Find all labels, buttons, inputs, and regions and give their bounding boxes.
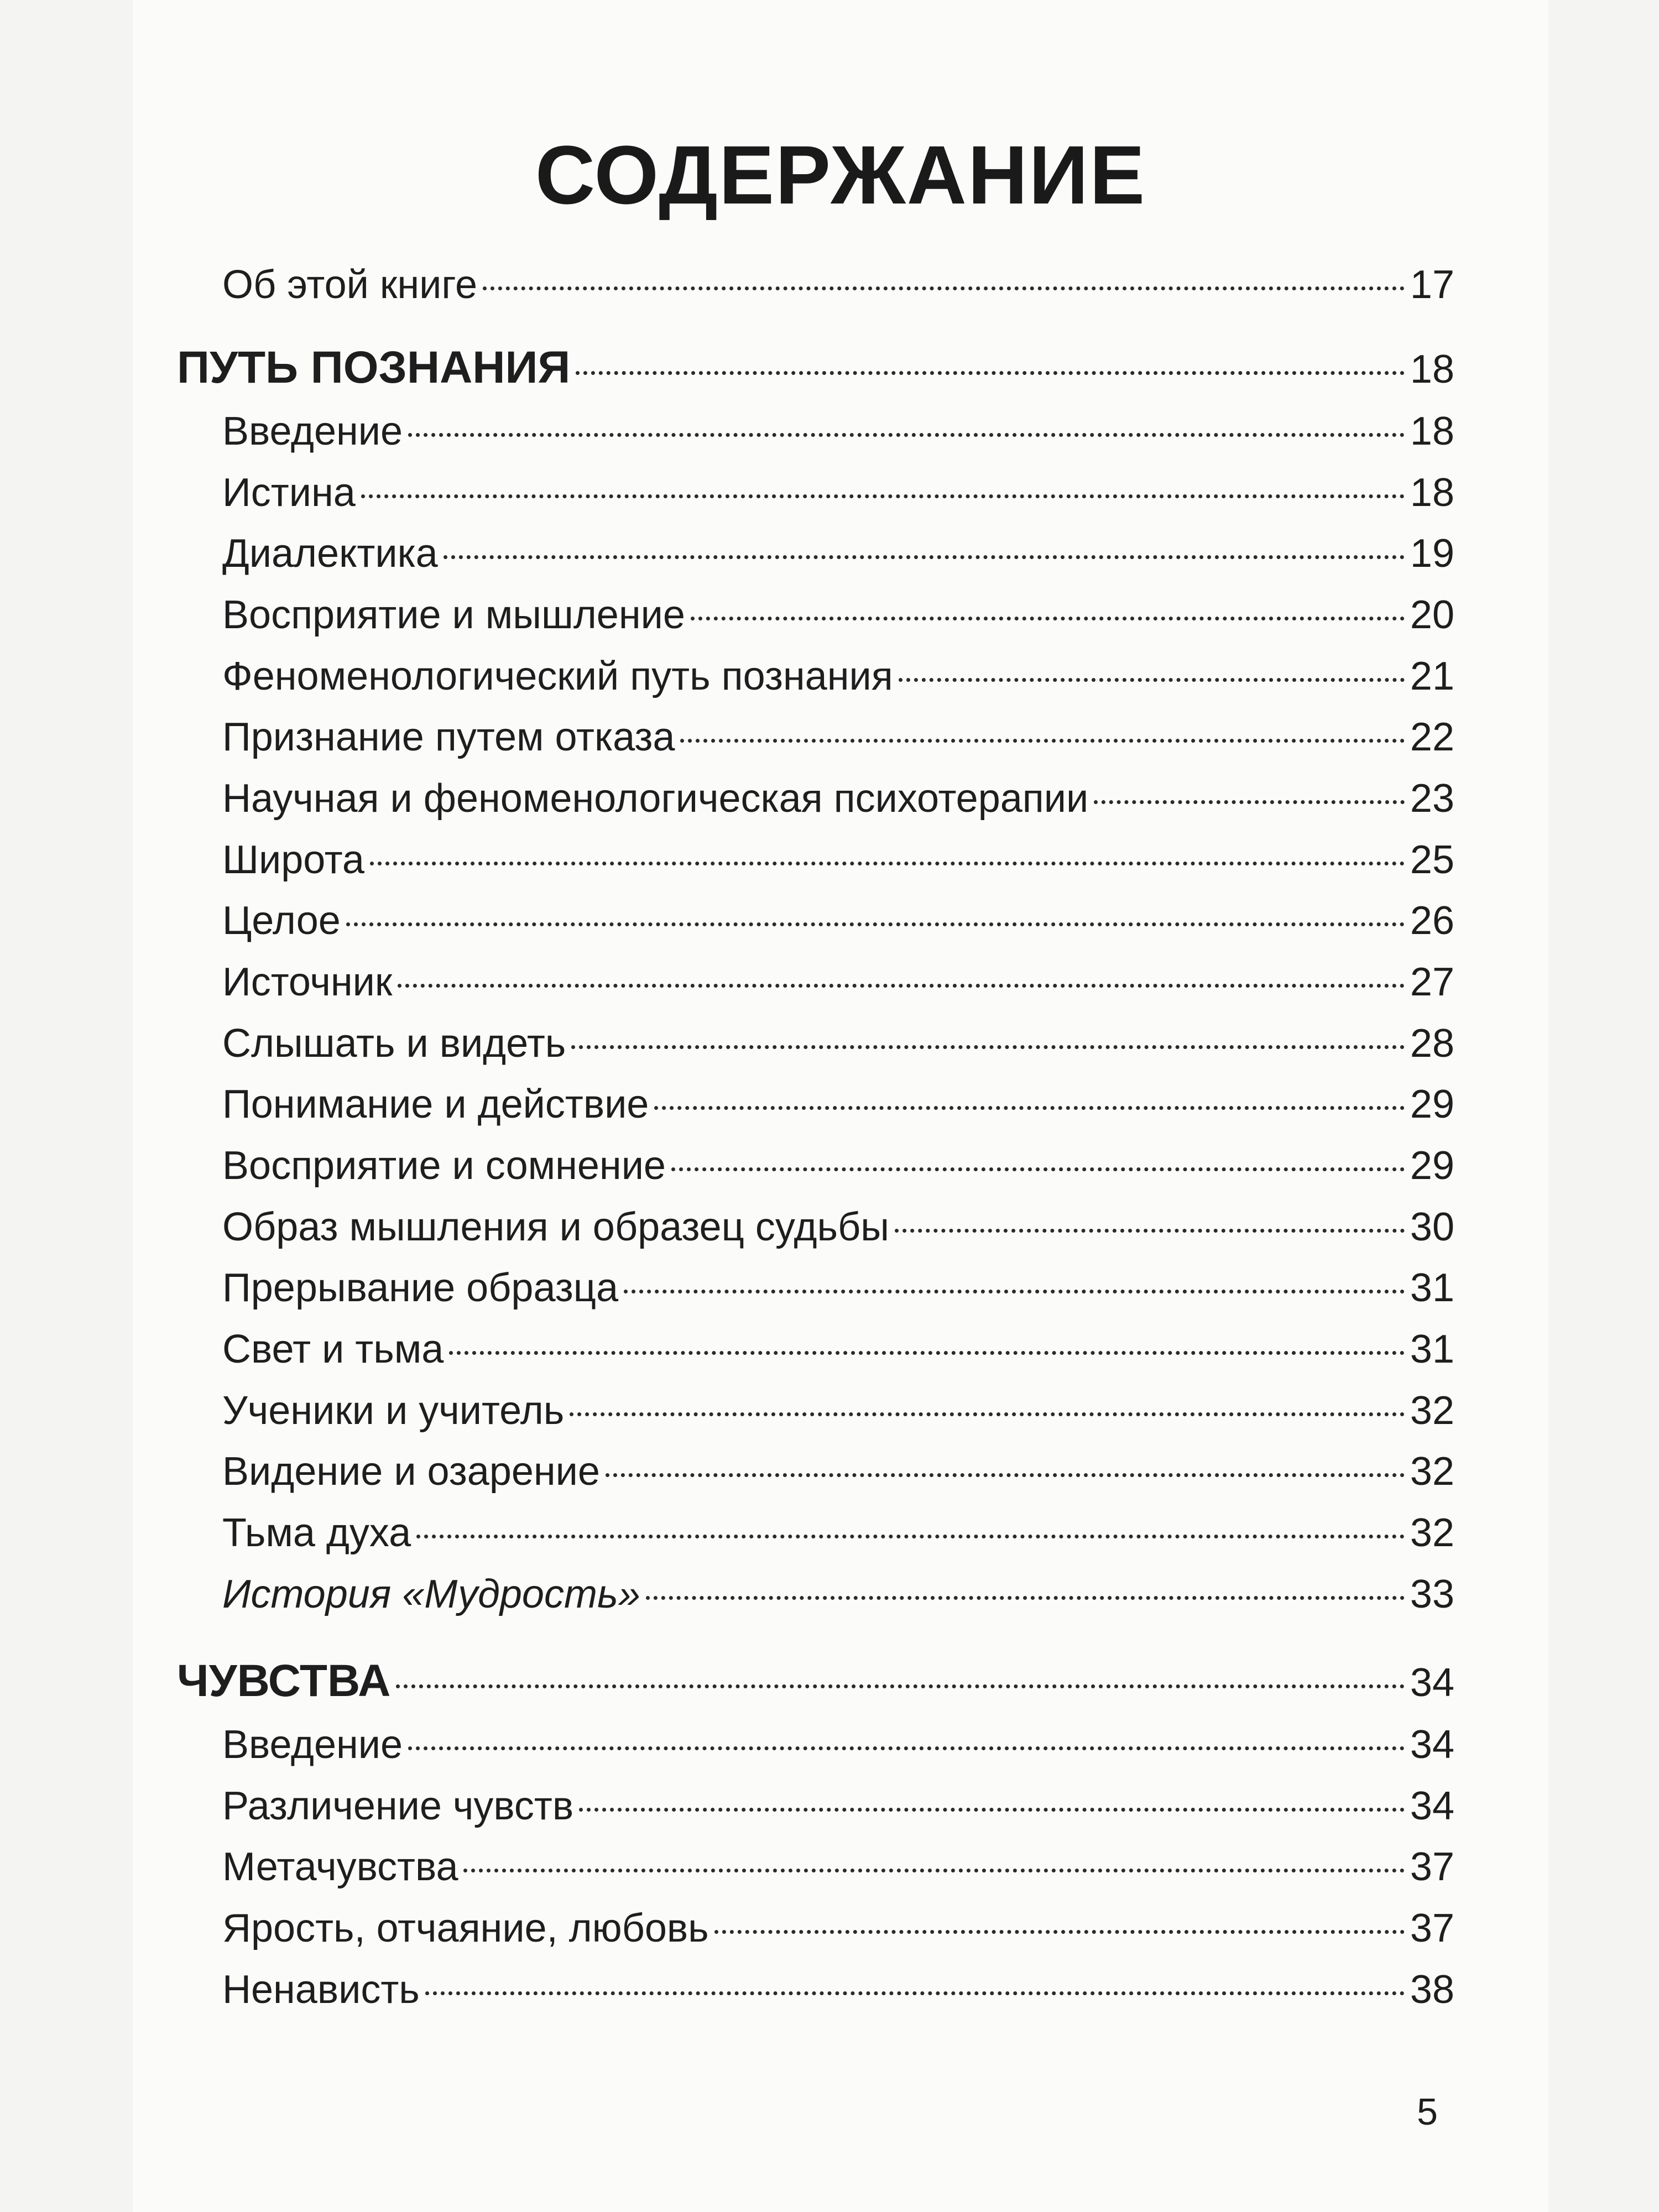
toc-page-number: 38 (1410, 1968, 1454, 2012)
toc-entry-title: Признание путем отказа (222, 715, 675, 759)
toc-entry-title: Ярость, отчаяние, любовь (222, 1906, 709, 1950)
toc-entry-title: Научная и феноменологическая психотерапии (222, 776, 1089, 821)
toc-entry (177, 590, 1454, 640)
toc-entry (177, 1720, 1454, 1770)
toc-entry-title: Образ мышления и образец судьбы (222, 1205, 889, 1249)
toc-page-number: 31 (1410, 1327, 1454, 1371)
toc-entry-title: ПУТЬ ПОЗНАНИЯ (177, 342, 571, 393)
toc-entry (177, 529, 1454, 578)
toc-page-number: 37 (1410, 1906, 1454, 1950)
toc-page-number: 33 (1410, 1572, 1454, 1616)
toc-entry (177, 1386, 1454, 1436)
toc-entry (177, 651, 1454, 701)
toc-page-number: 18 (1410, 347, 1454, 392)
dot-leader (370, 862, 1405, 865)
toc-entry-title: Восприятие и мышление (222, 593, 685, 637)
toc-entry-title: Восприятие и сомнение (222, 1144, 666, 1188)
toc-page-number: 23 (1410, 776, 1454, 821)
toc-entry-title: Диалектика (222, 531, 438, 576)
toc-entry-title: Истина (222, 471, 356, 515)
toc-entry (177, 1263, 1454, 1313)
toc-entry (177, 1842, 1454, 1892)
toc-entry (177, 260, 1454, 310)
toc-page-number: 21 (1410, 654, 1454, 698)
toc-page-number: 17 (1410, 263, 1454, 307)
toc-entry-title: Видение и озарение (222, 1449, 600, 1494)
toc-entry (177, 406, 1454, 456)
dot-leader (624, 1290, 1405, 1293)
toc-entry (177, 1079, 1454, 1129)
dot-leader (463, 1869, 1404, 1872)
toc-page-number: 26 (1410, 899, 1454, 943)
toc-entry (177, 1141, 1454, 1191)
toc-entry-title: Слышать и видеть (222, 1021, 566, 1066)
toc-entry (177, 468, 1454, 518)
toc-entry-title: Тьма духа (222, 1511, 411, 1555)
toc-page-number: 32 (1410, 1449, 1454, 1494)
page-number: 5 (1417, 2091, 1438, 2133)
toc-entry-title: Широта (222, 838, 364, 882)
toc-entry-title: Прерывание образца (222, 1266, 618, 1310)
toc-entry-title: Метачувства (222, 1845, 458, 1889)
dot-leader (449, 1351, 1405, 1355)
toc-entry (177, 1781, 1454, 1831)
dot-leader (408, 1746, 1405, 1750)
toc-entry (177, 1324, 1454, 1374)
dot-leader (361, 494, 1405, 498)
dot-leader (483, 286, 1405, 290)
toc-entry (177, 774, 1454, 823)
toc-entry-title: Целое (222, 899, 341, 943)
dot-leader (579, 1808, 1405, 1812)
toc-entry-title: История «Мудрость» (222, 1572, 640, 1616)
dot-leader (408, 433, 1405, 437)
toc-entry-title: Введение (222, 409, 403, 453)
dot-leader (576, 371, 1405, 375)
toc-entry-title: Источник (222, 960, 393, 1004)
toc-entry (177, 896, 1454, 946)
dot-leader (606, 1473, 1405, 1477)
toc-page-number: 32 (1410, 1389, 1454, 1433)
toc-page-number: 25 (1410, 838, 1454, 882)
toc-page-number: 28 (1410, 1021, 1454, 1066)
toc-entry (177, 1019, 1454, 1068)
dot-leader (1094, 800, 1405, 804)
toc-entry (177, 1508, 1454, 1558)
toc-entry (177, 1202, 1454, 1252)
toc-page-number: 34 (1410, 1661, 1454, 1705)
toc-page-number: 19 (1410, 531, 1454, 576)
toc-page-number: 32 (1410, 1511, 1454, 1555)
toc-entry-title: Понимание и действие (222, 1082, 649, 1126)
dot-leader (691, 617, 1405, 620)
toc-page-number: 20 (1410, 593, 1454, 637)
toc-page-number: 29 (1410, 1082, 1454, 1126)
dot-leader (671, 1167, 1405, 1171)
toc-page-number: 27 (1410, 960, 1454, 1004)
dot-leader (899, 678, 1405, 682)
toc-entry-title: Свет и тьма (222, 1327, 444, 1371)
dot-leader (714, 1930, 1405, 1934)
toc-entry-title: ЧУВСТВА (177, 1656, 391, 1706)
dot-leader (425, 1991, 1405, 1995)
dot-leader (654, 1106, 1405, 1110)
toc-entry-title: Введение (222, 1723, 403, 1767)
toc-entry-story (177, 1569, 1454, 1619)
toc-page-number: 29 (1410, 1144, 1454, 1188)
toc-entry (177, 1965, 1454, 2015)
toc-entry (177, 1447, 1454, 1496)
toc-page-number: 37 (1410, 1845, 1454, 1889)
toc-entry (177, 835, 1454, 885)
toc-entry-title: Об этой книге (222, 263, 478, 307)
toc-section (177, 343, 1454, 393)
toc-page-number: 34 (1410, 1723, 1454, 1767)
toc-page-number: 34 (1410, 1784, 1454, 1828)
dot-leader (895, 1229, 1405, 1233)
toc-entry (177, 1903, 1454, 1953)
toc-entry-title: Феноменологический путь познания (222, 654, 893, 698)
page-title: СОДЕРЖАНИЕ (535, 128, 1146, 221)
toc-page-number: 22 (1410, 715, 1454, 759)
book-page (133, 0, 1548, 2212)
dot-leader (646, 1596, 1405, 1600)
dot-leader (396, 1684, 1405, 1688)
dot-leader (444, 555, 1405, 559)
toc-page-number: 18 (1410, 471, 1454, 515)
toc-section (177, 1656, 1454, 1706)
toc-entry-title: Ученики и учитель (222, 1389, 565, 1433)
dot-leader (398, 984, 1405, 988)
toc-entry-title: Различение чувств (222, 1784, 574, 1828)
dot-leader (571, 1045, 1405, 1049)
dot-leader (416, 1535, 1405, 1538)
toc-entry (177, 957, 1454, 1007)
dot-leader (570, 1412, 1405, 1416)
toc-page-number: 31 (1410, 1266, 1454, 1310)
dot-leader (680, 739, 1405, 743)
toc-entry-title: Ненависть (222, 1968, 420, 2012)
toc-page-number: 18 (1410, 409, 1454, 453)
dot-leader (346, 922, 1405, 926)
toc-entry (177, 712, 1454, 762)
toc-page-number: 30 (1410, 1205, 1454, 1249)
